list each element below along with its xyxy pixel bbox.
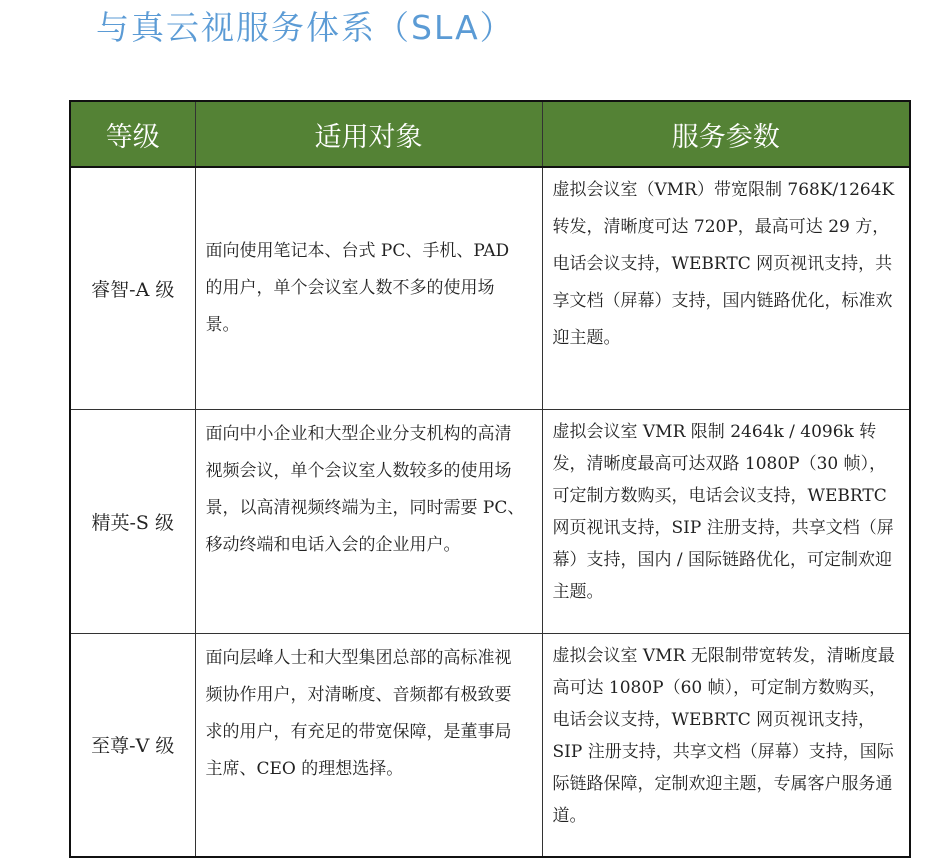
table-row bbox=[70, 409, 910, 633]
level-cell: 睿智-A 级 bbox=[70, 167, 195, 409]
target-cell: 面向使用笔记本、台式 PC、手机、PAD 的用户，单个会议室人数不多的使用场景。 bbox=[195, 167, 542, 409]
params-cell: 虚拟会议室 VMR 无限制带宽转发，清晰度最高可达 1080P（60 帧），可定制方数购买，电话会议支持，WEBRTC 网页视讯支持，SIP 注册支持，共享文档（屏幕）支持，国际际链路保障，定制欢迎主题，专属客户服务通道。 bbox=[542, 633, 910, 857]
level-cell: 至尊-V 级 bbox=[70, 633, 195, 857]
params-cell: 虚拟会议室（VMR）带宽限制 768K/1264K 转发，清晰度可达 720P，最高可达 29 方，电话会议支持，WEBRTC 网页视讯支持，共享文档（屏幕）支持，国内链路优化，标准欢迎主题。 bbox=[542, 167, 910, 409]
table-row bbox=[70, 633, 910, 857]
target-cell: 面向中小企业和大型企业分支机构的高清视频会议，单个会议室人数较多的使用场景，以高清视频终端为主，同时需要 PC、移动终端和电话入会的企业用户。 bbox=[195, 409, 542, 633]
table-header-row bbox=[70, 101, 910, 167]
header-level: 等级 bbox=[70, 101, 195, 167]
header-params: 服务参数 bbox=[542, 101, 910, 167]
target-cell: 面向层峰人士和大型集团总部的高标准视频协作用户，对清晰度、音频都有极致要求的用户，有充足的带宽保障，是董事局主席、CEO 的理想选择。 bbox=[195, 633, 542, 857]
header-target: 适用对象 bbox=[195, 101, 542, 167]
table-row bbox=[70, 167, 910, 409]
params-cell: 虚拟会议室 VMR 限制 2464k / 4096k 转发，清晰度最高可达双路 1080P（30 帧），可定制方数购买，电话会议支持，WEBRTC 网页视讯支持，SIP 注册支持，共享文档（屏幕）支持，国内 / 国际链路优化，可定制欢迎主题。 bbox=[542, 409, 910, 633]
page-title: 与真云视服务体系（SLA） bbox=[96, 8, 515, 47]
sla-table bbox=[69, 100, 911, 858]
level-cell: 精英-S 级 bbox=[70, 409, 195, 633]
